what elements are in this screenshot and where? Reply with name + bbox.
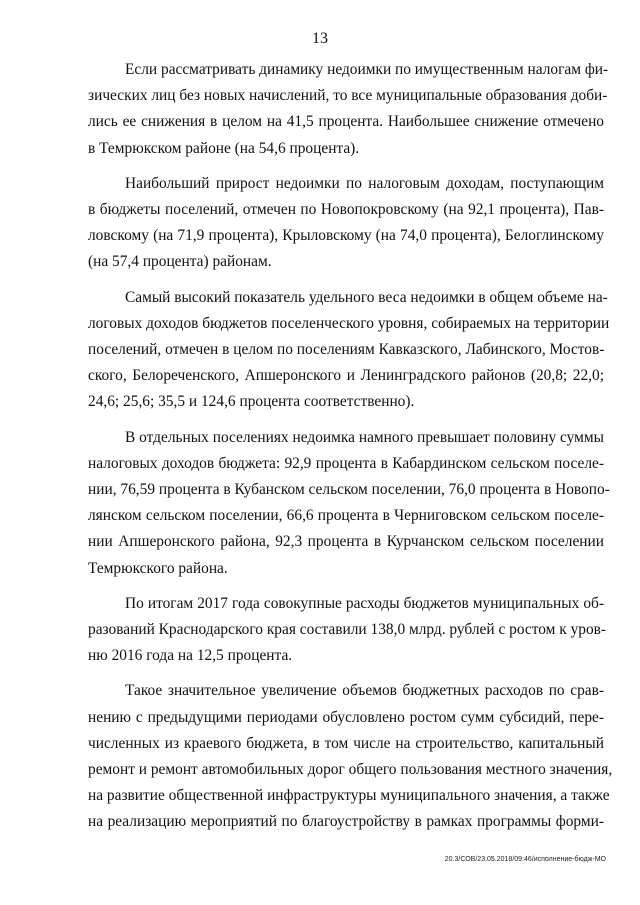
text-line: ремонт и ремонт автомобильных дорог общего пользования местного значения, [88,761,613,779]
text-line: ловскому (на 71,9 процента), Крыловскому (на 74,0 процента), Белоглинскому [88,227,604,245]
paragraph [88,591,607,670]
text-line: нению с предыдущими периодами обусловлено ростом сумм субсидий, пере- [88,708,604,726]
text-line: зических лиц без новых начислений, то все муниципальные образования доби- [88,87,608,105]
text-line: По итогам 2017 года совокупные расходы бюджетов муниципальных об- [125,594,604,612]
footer-file-path: 20.3/СОВ/23.05.2018/09:46/исполнение-бюдж-МО [444,856,606,863]
text-line: численных из краевого бюджета, в том числе на строительство, капитальный [88,734,604,752]
paragraph [88,678,613,835]
text-line: ского, Белореченского, Апшеронского и Ленинградского районов (20,8; 22,0; [88,367,604,385]
text-line: Если рассматривать динамику недоимки по имущественным налогам фи- [125,61,609,78]
text-line: лись ее снижения в целом на 41,5 процента. Наибольшее снижение отмечено [88,113,604,131]
document-body [88,57,613,845]
paragraph [88,57,609,162]
text-line: Наибольший прирост недоимки по налоговым доходам, поступающим [125,174,604,192]
paragraph [88,285,610,416]
text-line: на развитие общественной инфраструктуры муниципального значения, а также [88,787,610,805]
text-line: 24,6; 25,6; 35,5 и 124,6 процента соответственно). [88,393,415,411]
text-line: разований Краснодарского края составили 138,0 млрд. рублей с ростом к уров- [88,621,607,639]
text-line: в бюджеты поселений, отмечен по Новопокровскому (на 92,1 процента), Пав- [88,201,604,219]
text-line: ню 2016 года на 12,5 процента. [88,647,293,665]
paragraph [88,425,610,582]
text-line: поселений, отмечен в целом по поселениям Кавказского, Лабинского, Мостов- [88,341,605,359]
text-line: Самый высокий показатель удельного веса недоимки в общем объеме на- [125,288,608,306]
text-line: нии Апшеронского района, 92,3 процента в Курчанском сельском поселении [88,533,604,551]
page-number: 13 [312,30,328,47]
text-line: В отдельных поселениях недоимка намного превышает половину суммы [125,428,604,446]
paragraph [88,171,604,276]
text-line: в Темрюкском районе (на 54,6 процента). [88,139,360,157]
text-line: лянском сельском поселении, 66,6 процента в Черниговском сельском поселе- [88,507,604,525]
text-line: (на 57,4 процента) районам. [88,253,272,271]
text-line: Темрюкского района. [88,559,228,577]
text-line: налоговых доходов бюджета: 92,9 процента в Кабардинском сельском поселе- [88,454,604,472]
text-line: Такое значительное увеличение объемов бюджетных расходов по срав- [125,682,604,700]
text-line: на реализацию мероприятий по благоустройству в рамках программы форми- [88,813,604,831]
text-line: логовых доходов бюджетов поселенческого уровня, собираемых на территории [88,314,610,332]
text-line: нии, 76,59 процента в Кубанском сельском поселении, 76,0 процента в Новопо- [88,481,610,499]
